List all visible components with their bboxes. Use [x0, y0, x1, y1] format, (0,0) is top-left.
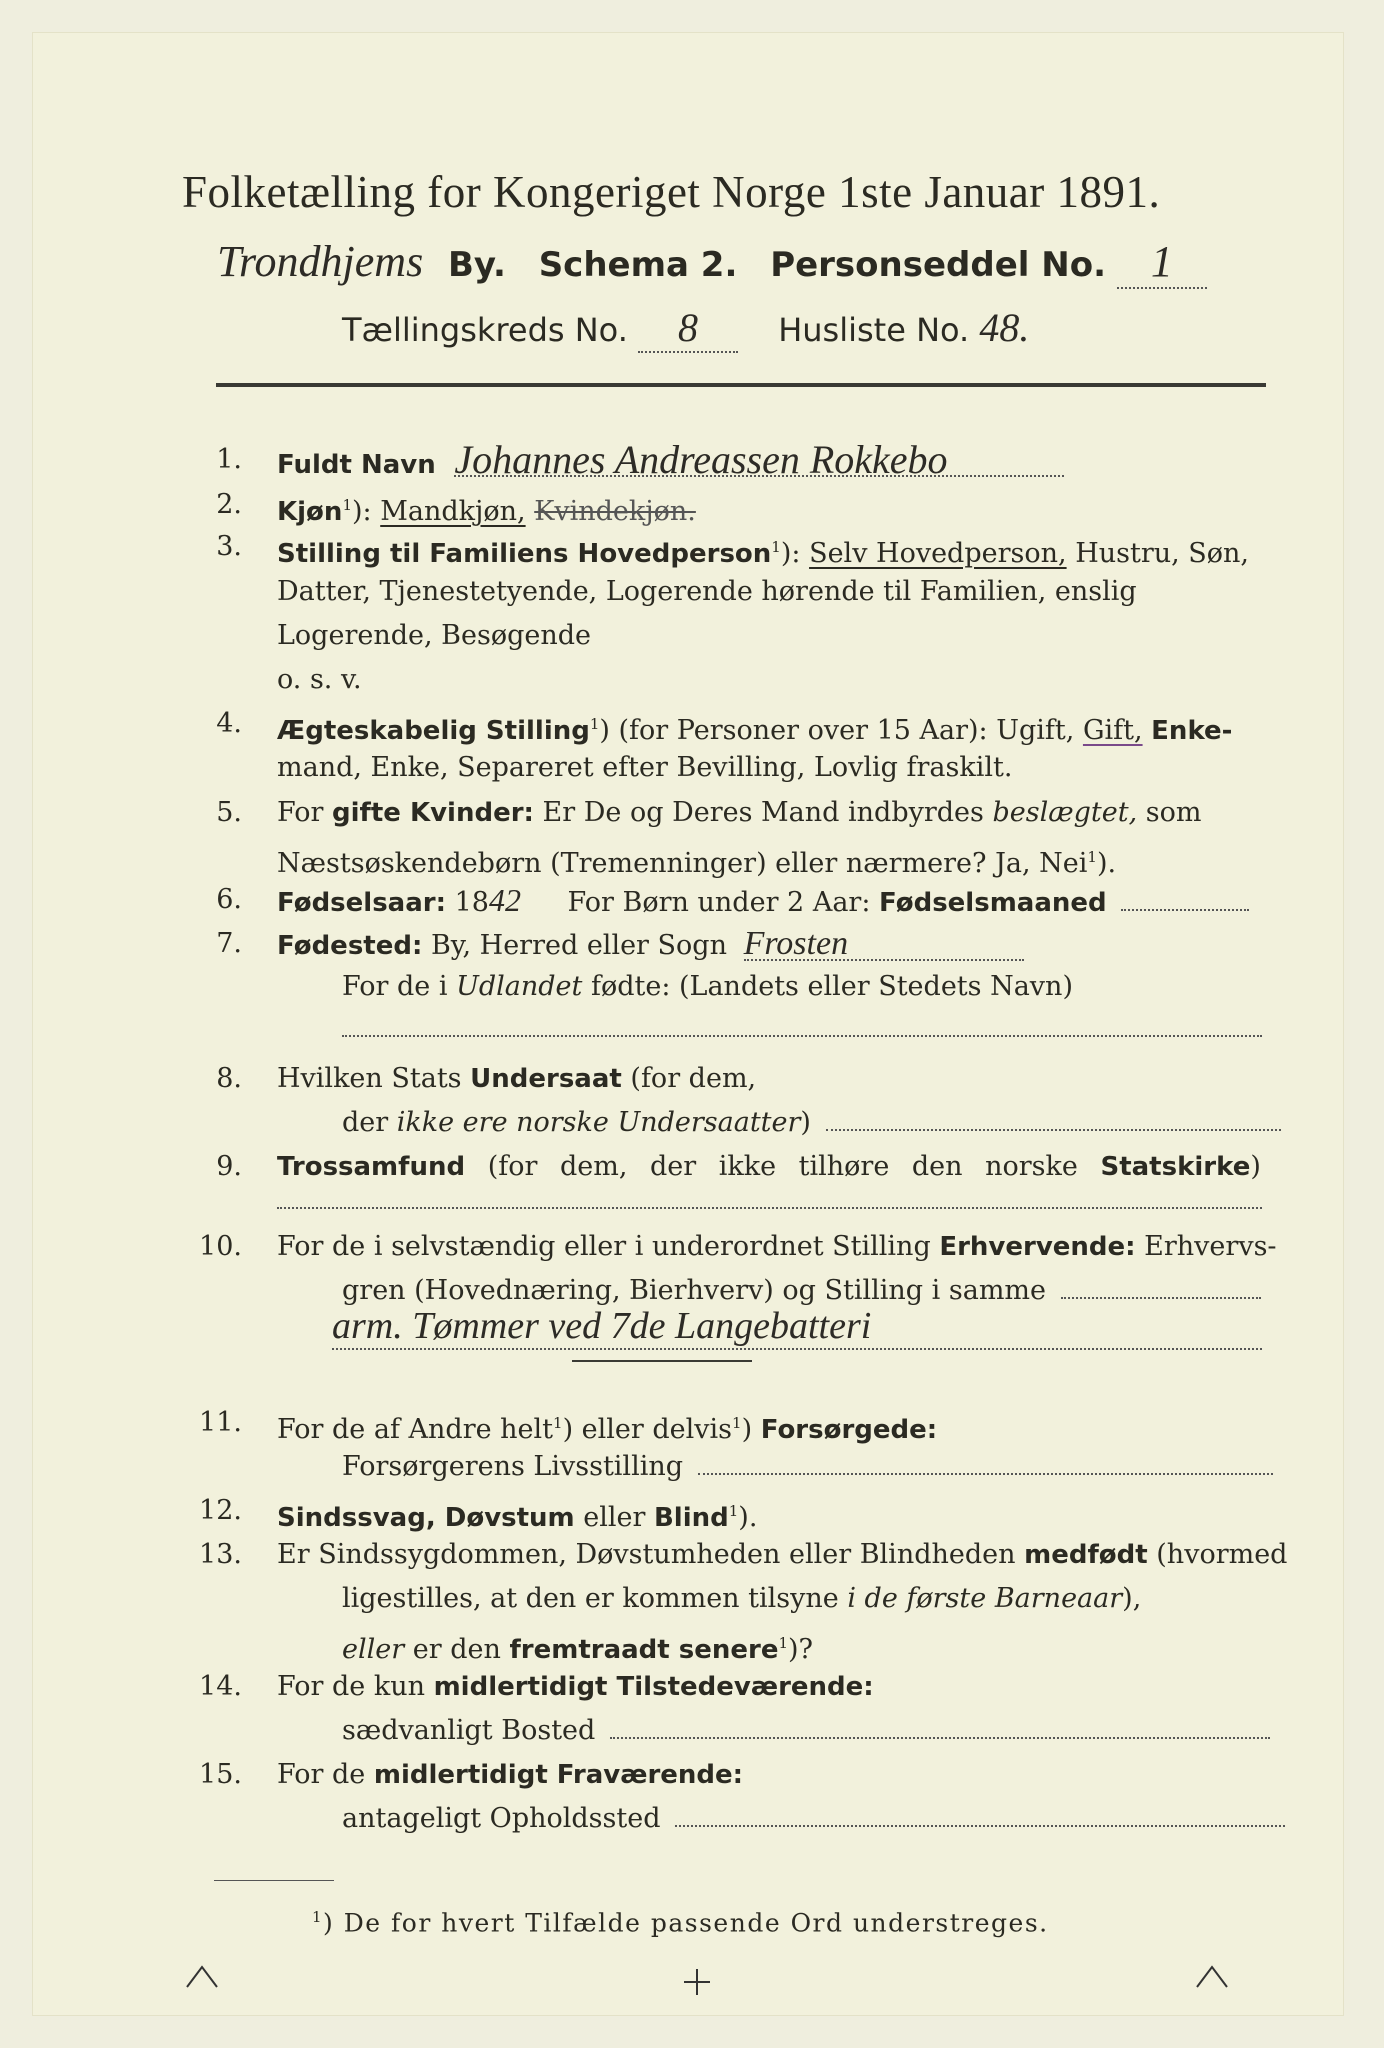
q6-year-prefix: 18	[454, 887, 489, 918]
q11-sup: 1	[553, 1414, 563, 1432]
q7-text: By, Herred eller Sogn	[430, 930, 727, 961]
q15-number: 15.	[199, 1759, 242, 1790]
q13-text1: Er Sindssygdommen, Døvstumheden eller Blindheden	[277, 1539, 1016, 1570]
city-handwritten: Trondhjems	[217, 237, 424, 286]
q3-label: Stilling til Familiens Hovedperson	[277, 539, 772, 569]
q9-number: 9.	[216, 1151, 242, 1182]
q13-sup: 1	[778, 1634, 789, 1652]
q7-number: 7.	[216, 928, 242, 959]
q13-line3a: er den	[412, 1634, 501, 1665]
personseddel-number: 1	[1117, 236, 1207, 289]
q14-text: For de kun	[277, 1671, 425, 1702]
q4-label: Ægteskabelig Stilling	[277, 716, 590, 746]
q15-bold: midlertidigt Fraværende:	[373, 1760, 744, 1790]
by-label: By.	[448, 245, 506, 285]
q10-dots	[1061, 1296, 1261, 1299]
q7-line2a: For de i	[342, 971, 448, 1002]
q11-bold: Forsørgede:	[760, 1415, 938, 1445]
q5-line2-text: Næstsøskendebørn (Tremenninger) eller nærmere? Ja, Nei	[277, 848, 1088, 879]
q5-number: 5.	[216, 797, 242, 828]
corner-mark-center-icon	[682, 1967, 712, 1997]
q2-sup: 1	[342, 496, 352, 514]
q9-statskirke: Statskirke	[1100, 1152, 1251, 1182]
q12-blind: Blind	[653, 1503, 729, 1533]
q12-number: 12.	[199, 1495, 242, 1526]
husliste-number: 48.	[979, 305, 1030, 350]
schema-label: Schema 2.	[538, 245, 738, 285]
q3-rest1: Hustru, Søn,	[1075, 538, 1250, 569]
q9-end: )	[1250, 1151, 1261, 1182]
form-title: Folketælling for Kongeriget Norge 1ste Januar 1891.	[182, 167, 1161, 217]
q3-number: 3.	[216, 531, 242, 562]
q2-option-kvindekjon: Kvindekjøn.	[534, 496, 696, 527]
q13-line3-bold: fremtraadt senere	[509, 1635, 779, 1665]
q2-label: Kjøn	[277, 497, 343, 527]
q13-line2	[342, 1584, 1141, 1614]
q1-label: Fuldt Navn	[277, 450, 436, 480]
q11-dots	[698, 1472, 1273, 1475]
q3-line3: Logerende, Besøgende	[277, 620, 591, 651]
q13-line2a: ligestilles, at den er kommen tilsyne	[342, 1583, 839, 1614]
q11-number: 11.	[199, 1407, 242, 1438]
kreds-line	[342, 304, 1069, 353]
q8-line2-italic: ikke ere norske Undersaatter	[396, 1107, 801, 1138]
q12-end: ).	[738, 1502, 758, 1533]
q8-line2	[342, 1108, 1281, 1138]
corner-mark-left-icon	[182, 1962, 222, 1992]
footnote-rule	[214, 1880, 334, 1881]
q13-line3	[342, 1628, 813, 1665]
q7-line2b: fødte: (Landets eller Stedets Navn)	[590, 971, 1073, 1002]
q8-line2b: )	[800, 1107, 811, 1138]
q3-after: ):	[780, 538, 801, 569]
q10-number: 10.	[199, 1231, 242, 1262]
q7-blank-line	[342, 1035, 1262, 1037]
q6-dots	[1121, 908, 1249, 911]
q9-text: (for dem, der ikke tilhøre den norske	[487, 1151, 1078, 1182]
q10-bold: Erhvervende:	[939, 1232, 1136, 1262]
q8-text2: (for dem,	[630, 1063, 757, 1094]
q5-sup: 1	[1087, 848, 1097, 866]
q14-number: 14.	[199, 1671, 242, 1702]
q6-number: 6.	[216, 884, 242, 915]
q12-sup: 1	[728, 1502, 739, 1520]
husliste-label: Husliste No.	[778, 311, 970, 349]
q10-line2-text: gren (Hovednæring, Bierhverv) og Stilling i samme	[342, 1275, 1047, 1306]
q5-pre: For	[277, 797, 324, 828]
footnote	[312, 1908, 1049, 1937]
q2-option-mandkjon: Mandkjøn,	[380, 496, 526, 527]
q4-line2: mand, Enke, Separeret efter Bevilling, Lovlig fraskilt.	[277, 752, 1013, 783]
q5-text2: som	[1145, 797, 1202, 828]
q13-line2b: ),	[1122, 1583, 1142, 1614]
q3-sup: 1	[771, 538, 781, 556]
q8-line2a: der	[342, 1107, 389, 1138]
q1-number: 1.	[216, 444, 242, 475]
q13-line3-italic: eller	[342, 1634, 405, 1665]
q8-dots	[826, 1128, 1281, 1131]
q2-number: 2.	[216, 489, 242, 520]
q7-fodested-value: Frosten	[744, 929, 1024, 961]
q14-line2-text: sædvanligt Bosted	[342, 1715, 596, 1746]
q5-bold: gifte Kvinder:	[332, 798, 534, 828]
personseddel-label: Personseddel No.	[770, 245, 1106, 285]
q11-text3: )	[741, 1414, 753, 1445]
q10-text1: For de i selvstændig eller i underordnet Stilling	[277, 1231, 931, 1262]
q10-underline	[572, 1360, 752, 1362]
q15-dots	[675, 1824, 1285, 1827]
q3-line4: o. s. v.	[277, 664, 362, 695]
q9-bold: Trossamfund	[277, 1152, 466, 1182]
q5-text1: Er De og Deres Mand indbyrdes	[542, 797, 984, 828]
q14-bold: midlertidigt Tilstedeværende:	[433, 1672, 874, 1702]
q4-option-gift: Gift,	[1082, 715, 1143, 746]
q8-bold: Undersaat	[470, 1064, 622, 1094]
q2-rest: ):	[351, 496, 372, 527]
q15-text: For de	[277, 1759, 366, 1790]
q7-label: Fødested:	[277, 931, 423, 961]
corner-mark-right-icon	[1192, 1962, 1232, 1992]
q11-text2: ) eller delvis	[562, 1414, 733, 1445]
q11-sup2: 1	[732, 1414, 742, 1432]
q9-blank-line	[277, 1207, 1262, 1209]
q6-mid: For Børn under 2 Aar:	[567, 887, 871, 918]
q13-text2: (hvormed	[1156, 1539, 1288, 1570]
q4-number: 4.	[216, 708, 242, 739]
q11-line2-text: Forsørgerens Livsstilling	[342, 1451, 684, 1482]
footnote-text: ) De for hvert Tilfælde passende Ord understreges.	[323, 1908, 1049, 1938]
q13-number: 13.	[199, 1539, 242, 1570]
q14-line2	[342, 1716, 1270, 1746]
q13-end: )?	[788, 1634, 814, 1665]
q5-end: ).	[1096, 848, 1117, 879]
q6-fodselsmaaned: Fødselsmaaned	[879, 888, 1107, 918]
q5-line2	[277, 842, 1116, 879]
q10-line2	[342, 1276, 1261, 1306]
q15-line2	[342, 1804, 1285, 1834]
q15-line2-text: antageligt Opholdssted	[342, 1803, 661, 1834]
q6-year-handwritten: 42	[488, 882, 521, 918]
q7-line2	[342, 972, 1073, 1002]
q12-bold: Sindssvag, Døvstum	[277, 1503, 575, 1533]
kreds-label: Tællingskreds No.	[342, 311, 628, 349]
q13-bold: medfødt	[1024, 1540, 1148, 1570]
q4-text2: Enke-	[1151, 716, 1233, 746]
kreds-number: 8	[638, 304, 738, 353]
q11-text1: For de af Andre helt	[277, 1414, 554, 1445]
q7-line2-italic: Udlandet	[456, 971, 583, 1002]
q1-name-value: Johannes Andreassen Rokkebo	[454, 445, 1064, 477]
census-form	[32, 32, 1344, 2016]
q10-erhverv-value: arm. Tømmer ved 7de Langebatteri	[332, 1304, 1262, 1350]
q11-line2	[342, 1452, 1273, 1482]
q8-text1: Hvilken Stats	[277, 1063, 462, 1094]
q3-line2: Datter, Tjenestetyende, Logerende hørende til Familien, enslig	[277, 576, 1137, 607]
q3-option-selv-hovedperson: Selv Hovedperson,	[809, 538, 1067, 569]
city-line	[217, 236, 1207, 289]
q4-sup: 1	[589, 715, 600, 733]
q4-text1: ) (for Personer over 15 Aar): Ugift,	[599, 715, 1075, 746]
q12-text: eller	[583, 1502, 646, 1533]
q8-number: 8.	[216, 1063, 242, 1094]
q6-label: Fødselsaar:	[277, 888, 446, 918]
q13-line2-italic: i de første Barneaar	[847, 1583, 1123, 1614]
footnote-sup: 1	[312, 1908, 324, 1926]
q14-dots	[610, 1736, 1270, 1739]
q10-text2: Erhvervs-	[1144, 1231, 1277, 1262]
header-rule	[216, 383, 1266, 387]
q5-italic: beslægtet,	[992, 797, 1138, 828]
